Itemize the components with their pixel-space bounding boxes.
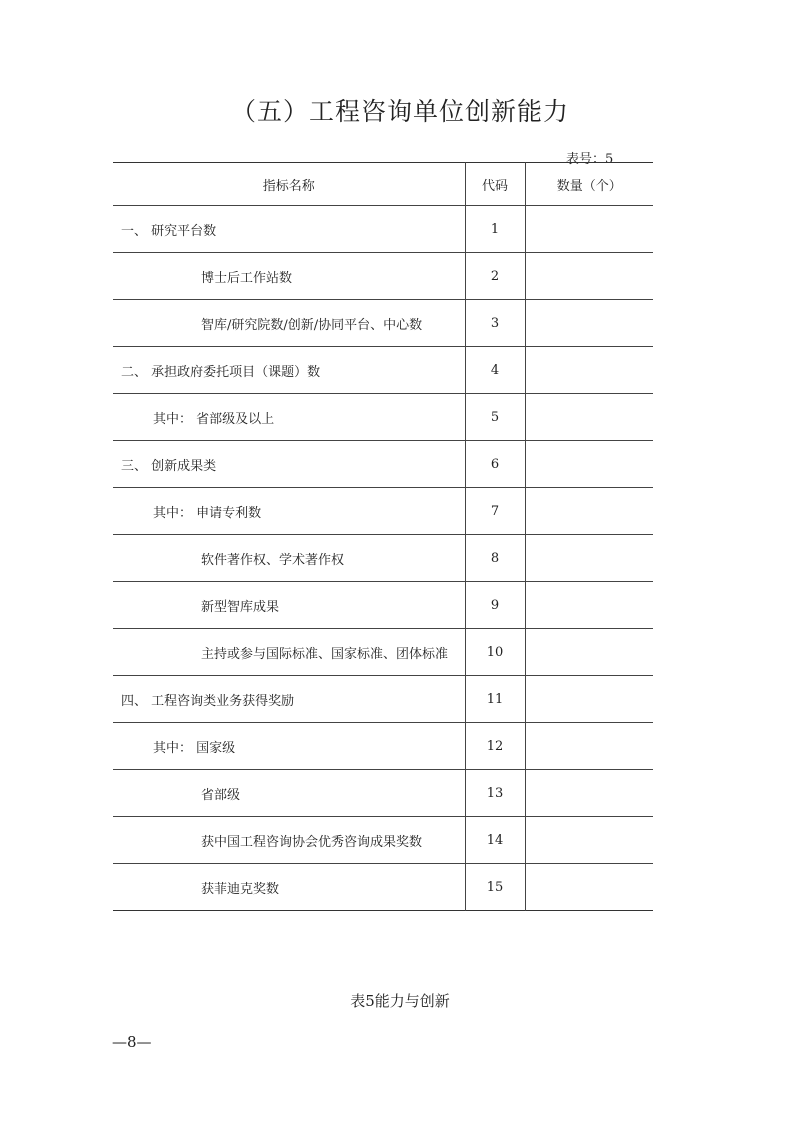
row-name: 其中： 国家级 bbox=[113, 723, 465, 770]
quantity-cell[interactable] bbox=[525, 535, 653, 582]
row-code: 4 bbox=[465, 347, 525, 394]
row-code: 9 bbox=[465, 582, 525, 629]
quantity-cell[interactable] bbox=[525, 676, 653, 723]
table-row bbox=[113, 629, 653, 676]
table-row bbox=[113, 676, 653, 723]
table-row bbox=[113, 488, 653, 535]
quantity-cell[interactable] bbox=[525, 300, 653, 347]
row-name: 一、 研究平台数 bbox=[113, 206, 465, 253]
row-code: 7 bbox=[465, 488, 525, 535]
table-number: 表号：5 bbox=[566, 152, 614, 167]
table-row bbox=[113, 535, 653, 582]
quantity-cell[interactable] bbox=[525, 441, 653, 488]
header-code: 代码 bbox=[465, 163, 525, 206]
quantity-cell[interactable] bbox=[525, 770, 653, 817]
table-row bbox=[113, 864, 653, 911]
header-indicator-name: 指标名称 bbox=[113, 163, 465, 206]
quantity-cell[interactable] bbox=[525, 582, 653, 629]
quantity-cell[interactable] bbox=[525, 488, 653, 535]
page-title: （五）工程咨询单位创新能力 bbox=[230, 97, 569, 126]
row-code: 13 bbox=[465, 770, 525, 817]
row-code: 12 bbox=[465, 723, 525, 770]
row-name: 获菲迪克奖数 bbox=[201, 881, 280, 897]
row-name: 三、 创新成果类 bbox=[113, 441, 465, 488]
row-code: 3 bbox=[465, 300, 525, 347]
table-row bbox=[113, 206, 653, 253]
innovation-capacity-table bbox=[113, 162, 653, 911]
table-caption: 表5能力与创新 bbox=[350, 992, 450, 1010]
row-name: 省部级 bbox=[113, 770, 465, 817]
row-code: 10 bbox=[465, 629, 525, 676]
row-name: 主持或参与国际标准、国家标准、团体标准 bbox=[113, 629, 465, 676]
row-name: 新型智库成果 bbox=[113, 582, 465, 629]
quantity-cell[interactable] bbox=[525, 394, 653, 441]
table-row bbox=[113, 817, 653, 864]
row-code: 15 bbox=[465, 864, 525, 911]
row-name: 四、 工程咨询类业务获得奖励 bbox=[113, 676, 465, 723]
row-name: 其中： 申请专利数 bbox=[113, 488, 465, 535]
row-name: 博士后工作站数 bbox=[113, 253, 465, 300]
row-name: 获中国工程咨询协会优秀咨询成果奖数 bbox=[113, 817, 465, 864]
table-row bbox=[113, 770, 653, 817]
header-quantity: 数量（个） bbox=[525, 163, 653, 206]
table-row bbox=[113, 723, 653, 770]
row-name: 智库/研究院数/创新/协同平台、中心数 bbox=[113, 300, 465, 347]
quantity-cell[interactable] bbox=[525, 817, 653, 864]
table-header-row bbox=[113, 163, 653, 206]
quantity-cell[interactable] bbox=[525, 253, 653, 300]
row-code: 6 bbox=[465, 441, 525, 488]
table-row bbox=[113, 347, 653, 394]
row-name: 其中： 省部级及以上 bbox=[113, 394, 465, 441]
row-code: 8 bbox=[465, 535, 525, 582]
row-code: 11 bbox=[465, 676, 525, 723]
row-code: 14 bbox=[465, 817, 525, 864]
table-row bbox=[113, 582, 653, 629]
quantity-cell[interactable] bbox=[525, 629, 653, 676]
row-code: 2 bbox=[465, 253, 525, 300]
quantity-cell[interactable] bbox=[525, 347, 653, 394]
page-number: —8— bbox=[112, 1033, 152, 1051]
row-code: 5 bbox=[465, 394, 525, 441]
table-row bbox=[113, 394, 653, 441]
row-name: 二、 承担政府委托项目（课题）数 bbox=[113, 347, 465, 394]
table-row bbox=[113, 300, 653, 347]
quantity-cell[interactable] bbox=[525, 864, 653, 911]
quantity-cell[interactable] bbox=[525, 206, 653, 253]
row-name: 软件著作权、学术著作权 bbox=[113, 535, 465, 582]
table-row bbox=[113, 253, 653, 300]
table-row bbox=[113, 441, 653, 488]
row-code: 1 bbox=[465, 206, 525, 253]
quantity-cell[interactable] bbox=[525, 723, 653, 770]
